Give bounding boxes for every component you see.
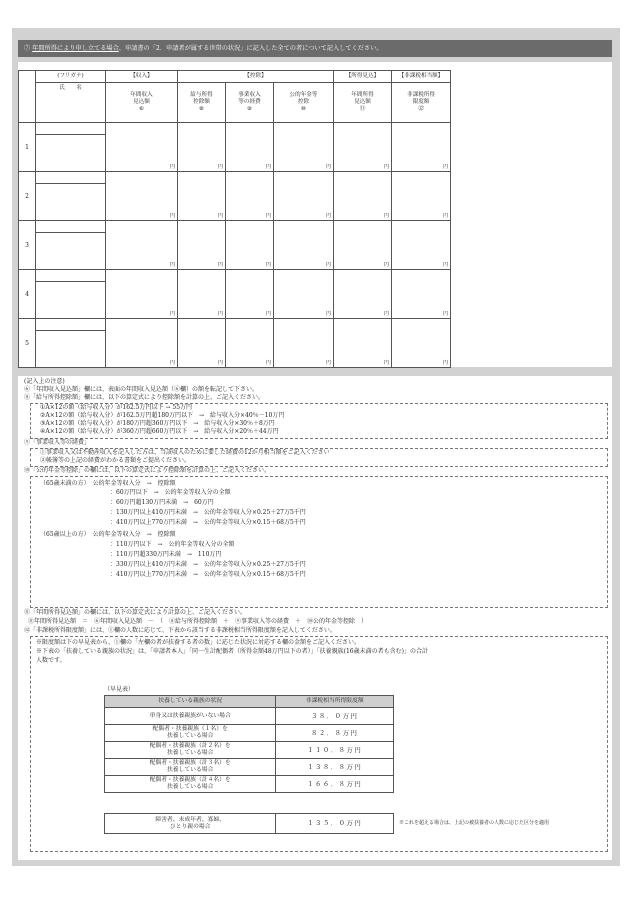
quick-table-title: （早見表） bbox=[104, 686, 135, 693]
income-table bbox=[18, 70, 451, 368]
note-10-line: ：60万円以下 → 公的年金等収入分の全額 bbox=[110, 489, 231, 496]
ref-row-label: 配偶者・扶養親族（１名）を 扶養している場合 bbox=[105, 725, 276, 742]
name-field[interactable] bbox=[36, 135, 106, 172]
pension-deduction-field[interactable]: 円 bbox=[274, 123, 334, 172]
quick-reference-table bbox=[104, 695, 394, 793]
business-expense-field[interactable]: 円 bbox=[226, 221, 274, 270]
income-estimate-group-header: 【所得見込】 bbox=[334, 71, 392, 83]
col9-header: 事業収入 等の経費 ⑨ bbox=[226, 83, 274, 123]
banner-number: ⑦ bbox=[24, 45, 31, 52]
ref-extra-label: 障害者、未成年者、寡婦、 ひとり親の場合 bbox=[105, 814, 276, 834]
note-11: ⑪「年間所得見込額」の欄には、以下の算定式により計算の上、ご記入ください。 bbox=[24, 609, 247, 616]
business-expense-field[interactable]: 円 bbox=[226, 172, 274, 221]
income-field[interactable]: 円 bbox=[106, 319, 178, 368]
name-field[interactable] bbox=[36, 233, 106, 270]
section-banner bbox=[18, 40, 612, 57]
salary-deduction-field[interactable]: 円 bbox=[178, 270, 226, 319]
business-expense-field[interactable]: 円 bbox=[226, 270, 274, 319]
pension-deduction-field[interactable]: 円 bbox=[274, 319, 334, 368]
nontax-limit-field[interactable]: 円 bbox=[392, 319, 451, 368]
note-10-line: ：330万円以上410万円未満 → 公的年金等収入分×0.25＋27万5千円 bbox=[110, 561, 306, 568]
name-header: 氏 名 bbox=[36, 83, 106, 123]
annual-income-field[interactable]: 円 bbox=[334, 270, 392, 319]
furigana-field[interactable] bbox=[36, 319, 106, 331]
annual-income-field[interactable]: 円 bbox=[334, 319, 392, 368]
banner-text: 、申請書の「2．申請者が属する世帯の状況」に記入した全ての者について記入してください。 bbox=[118, 45, 383, 52]
note-10-line: ：410万円以上770万円未満 → 公的年金等収入分×0.15＋68万5千円 bbox=[110, 571, 306, 578]
note-8-line: ④A×12の額（給与収入分）が360万円超660万円以下 → 給与収入分×20％＋44万円 bbox=[40, 428, 279, 435]
name-field[interactable] bbox=[36, 184, 106, 221]
furigana-field[interactable] bbox=[36, 270, 106, 282]
notes-panel bbox=[18, 376, 612, 860]
furigana-field[interactable] bbox=[36, 172, 106, 184]
col10-header: 公的年金等 控除 ⑩ bbox=[274, 83, 334, 123]
ref-note: ※これを超える場合は、上記の被扶養者の人数に応じた区分を適用 bbox=[399, 820, 550, 826]
row-number: 1 bbox=[19, 123, 36, 172]
note-9-line: ①事業収入又は不動産収入を記入した方は、当該収入のために要した経費の12か月相当額をご記入ください bbox=[40, 449, 330, 456]
income-field[interactable]: 円 bbox=[106, 270, 178, 319]
income-field[interactable]: 円 bbox=[106, 172, 178, 221]
ref-row-amount: １１０．８万円 bbox=[276, 742, 394, 759]
quick-reference-extra-table bbox=[104, 813, 394, 834]
deduction-group-header: 【控除】 bbox=[178, 71, 334, 83]
row-number: 2 bbox=[19, 172, 36, 221]
note-10: ⑩「公的年金等控除」の欄には、以下の算定式により控除額を計算の上、ご記入ください。 bbox=[24, 467, 271, 474]
ref-row-amount: ３８．０万円 bbox=[276, 708, 394, 725]
income-field[interactable]: 円 bbox=[106, 123, 178, 172]
salary-deduction-field[interactable]: 円 bbox=[178, 123, 226, 172]
annual-income-field[interactable]: 円 bbox=[334, 123, 392, 172]
ref-row-amount: １３８．８万円 bbox=[276, 759, 394, 776]
row-number-header bbox=[19, 71, 36, 123]
col8-header: 給与所得 控除額 ⑧ bbox=[178, 83, 226, 123]
note-10-line: ：110万円超330万円未満 → 110万円 bbox=[110, 551, 222, 558]
note-12-line: ※限度額は下の早見表から、①欄の「左欄の者が扶養する者の数」に応じた状況に対応する欄の金額をご記入ください。 bbox=[36, 639, 361, 646]
note-8-line: ②A×12の額（給与収入分）が162.5万円超180万円以下 → 給与収入分×40％－10万円 bbox=[40, 412, 285, 419]
row-number: 5 bbox=[19, 319, 36, 368]
salary-deduction-field[interactable]: 円 bbox=[178, 221, 226, 270]
note-10-under65: （65歳未満の方） 公的年金等収入分 → 控除額 bbox=[40, 480, 176, 487]
ref-row-label: 単身又は扶養親族がいない場合 bbox=[105, 708, 276, 725]
name-field[interactable] bbox=[36, 282, 106, 319]
nontax-limit-field[interactable]: 円 bbox=[392, 270, 451, 319]
note-8: ⑧「給与所得控除額」欄には、以下の算定式により控除額を計算の上、ご記入ください。 bbox=[24, 394, 265, 401]
note-9-line: ②帳簿等の上記の経費がわかる書類をご提出ください。 bbox=[40, 457, 191, 464]
note-10-line: ：110万円以下 → 公的年金等収入分の全額 bbox=[110, 541, 235, 548]
salary-deduction-field[interactable]: 円 bbox=[178, 319, 226, 368]
note-10-line: ：130万円以上410万円未満 → 公的年金等収入分×0.25＋27万5千円 bbox=[110, 509, 306, 516]
note-8-line: ③A×12の額（給与収入分）が180万円超360万円以下 → 給与収入分×30％＋8万円 bbox=[40, 420, 275, 427]
business-expense-field[interactable]: 円 bbox=[226, 123, 274, 172]
note-9: ⑨「事業収入等の経費」 bbox=[24, 439, 91, 446]
ref-row-label: 配偶者・扶養親族（計２名）を 扶養している場合 bbox=[105, 742, 276, 759]
ref-header-limit: 非課税相当所得限度額 bbox=[276, 696, 394, 708]
note-8-line: ①A×12の額（給与収入分）が162.5万円以下 → 55万円 bbox=[40, 404, 193, 411]
nontax-limit-field[interactable]: 円 bbox=[392, 123, 451, 172]
salary-deduction-field[interactable]: 円 bbox=[178, 172, 226, 221]
pension-deduction-field[interactable]: 円 bbox=[274, 221, 334, 270]
name-field[interactable] bbox=[36, 331, 106, 368]
furigana-field[interactable] bbox=[36, 221, 106, 233]
note-10-line: ：410万円以上770万円未満 → 公的年金等収入分×0.15＋68万5千円 bbox=[110, 519, 306, 526]
col11-header: 年間所得 見込額 ⑪ bbox=[334, 83, 392, 123]
note-12-line: 人数です。 bbox=[36, 657, 66, 664]
ref-row-amount: １６６．８万円 bbox=[276, 776, 394, 793]
col6-header: 年間収入 見込額 ⑥ bbox=[106, 83, 178, 123]
col12-header: 非課税所得 限度額 ⑫ bbox=[392, 83, 451, 123]
ref-extra-amount: １３５．０万円 bbox=[276, 814, 394, 834]
furigana-header: (フリガナ) bbox=[36, 71, 106, 83]
pension-deduction-field[interactable]: 円 bbox=[274, 270, 334, 319]
note-11-formula: ⑪年間所得見込額 ＝ ⑥年間収入見込額 － （ ⑧給与所得控除額 ＋ ⑨事業収入等の経費 ＋ ⑩公的年金等控除 ） bbox=[28, 618, 368, 625]
income-group-header: 【収入】 bbox=[106, 71, 178, 83]
nontax-limit-field[interactable]: 円 bbox=[392, 221, 451, 270]
note-10-over65: （65歳以上の方） 公的年金等収入分 → 控除額 bbox=[40, 531, 176, 538]
note-12-line: ※下表の「扶養している親族の状況」は、「申請者本人」「同一生計配偶者（所得金額48万円以下の者）」「扶養親族(16歳未満の者も含む)」の合計 bbox=[36, 648, 428, 655]
furigana-field[interactable] bbox=[36, 123, 106, 135]
nontax-group-header: 【非課税相当額】 bbox=[392, 71, 451, 83]
annual-income-field[interactable]: 円 bbox=[334, 172, 392, 221]
ref-header-status: 扶養している親族の状況 bbox=[105, 696, 276, 708]
note-10-line: ：60万円超130万円未満 → 60万円 bbox=[110, 499, 214, 506]
note-12: ⑫「非課税所得限度額」には、①欄の人数に応じて、下表から該当する非課税相当所得限度額を記入してください。 bbox=[24, 627, 336, 634]
pension-deduction-field[interactable]: 円 bbox=[274, 172, 334, 221]
annual-income-field[interactable]: 円 bbox=[334, 221, 392, 270]
ref-row-label: 配偶者・扶養親族（計３名）を 扶養している場合 bbox=[105, 759, 276, 776]
business-expense-field[interactable]: 円 bbox=[226, 319, 274, 368]
ref-row-amount: ８２．８万円 bbox=[276, 725, 394, 742]
banner-underlined: 年間所得により申し立てる場合 bbox=[32, 45, 119, 52]
row-number: 4 bbox=[19, 270, 36, 319]
notes-heading: (記入上の注意) bbox=[24, 378, 65, 385]
income-field[interactable]: 円 bbox=[106, 221, 178, 270]
row-number: 3 bbox=[19, 221, 36, 270]
nontax-limit-field[interactable]: 円 bbox=[392, 172, 451, 221]
note-6: ⑥「年間収入見込額」欄には、表面の年間収入見込額（⑥欄）の額を転記して下さい。 bbox=[24, 386, 259, 393]
ref-row-label: 配偶者・扶養親族（計４名）を 扶養している場合 bbox=[105, 776, 276, 793]
